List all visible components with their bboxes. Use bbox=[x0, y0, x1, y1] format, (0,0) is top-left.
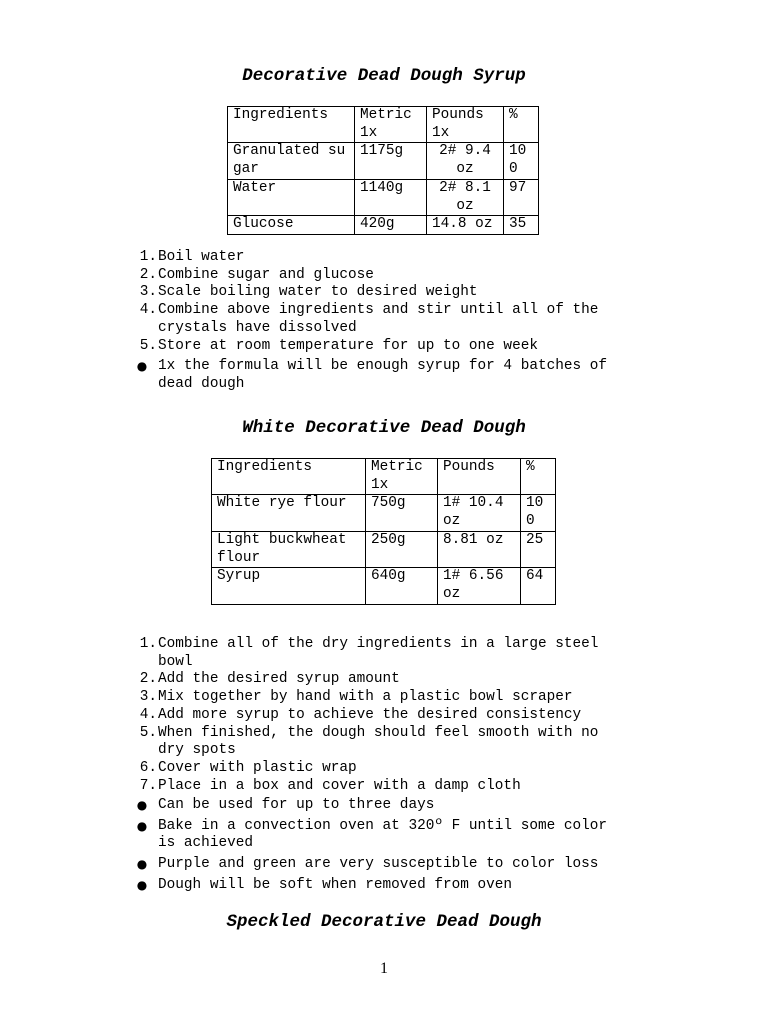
step-text: Add the desired syrup amount bbox=[158, 671, 400, 688]
step-text: Cover with plastic wrap bbox=[158, 759, 357, 776]
table-cell: Water bbox=[228, 179, 355, 215]
table-cell: 14.8 oz bbox=[427, 216, 504, 235]
table-cell: 1# 10.4 oz bbox=[438, 495, 521, 531]
speckled-dough-title: Speckled Decorative Dead Dough bbox=[226, 912, 542, 932]
table-cell: 640g bbox=[366, 568, 438, 604]
note-text: Dough will be soft when removed from oven bbox=[158, 876, 513, 893]
table-row bbox=[212, 495, 556, 531]
list-item bbox=[135, 778, 628, 796]
step-text: Place in a box and cover with a damp cloth bbox=[158, 777, 521, 794]
white-dough-ingredients-table bbox=[211, 458, 556, 605]
list-item bbox=[135, 302, 628, 337]
header-cell: % bbox=[504, 107, 539, 143]
step-number: 5 . bbox=[135, 338, 157, 356]
table-header-row bbox=[228, 107, 539, 143]
step-number: 4 . bbox=[135, 302, 157, 320]
step-text: Combine sugar and glucose bbox=[158, 266, 374, 283]
table-cell: 8.81 oz bbox=[438, 531, 521, 567]
bullet-icon: ● bbox=[136, 798, 148, 812]
list-item bbox=[135, 267, 628, 285]
step-text: Mix together by hand with a plastic bowl scraper bbox=[158, 689, 573, 706]
step-number: 7 . bbox=[135, 778, 157, 796]
note-text: 1x the formula will be enough syrup for 4 batches of dead dough bbox=[158, 358, 608, 392]
header-cell: Ingredients bbox=[212, 459, 366, 495]
table-row bbox=[228, 216, 539, 235]
step-number: 2 . bbox=[135, 671, 157, 689]
step-text: Combine all of the dry ingredients in a large steel bowl bbox=[158, 636, 599, 670]
table-row bbox=[212, 531, 556, 567]
table-cell: Granulated sugar bbox=[228, 143, 355, 179]
step-number: 6 . bbox=[135, 760, 157, 778]
table-cell: 250g bbox=[366, 531, 438, 567]
list-item bbox=[135, 671, 628, 689]
table-cell: 1# 6.56 oz bbox=[438, 568, 521, 604]
step-number: 1 . bbox=[135, 249, 157, 267]
table-cell: 750g bbox=[366, 495, 438, 531]
list-item bbox=[135, 707, 628, 725]
table-cell: Light buckwheat flour bbox=[212, 531, 366, 567]
white-dough-notes-list bbox=[135, 797, 628, 895]
bullet-icon: ● bbox=[136, 818, 148, 833]
step-number: 4 . bbox=[135, 707, 157, 725]
step-text: When finished, the dough should feel smooth with no dry spots bbox=[158, 724, 599, 759]
table-cell: 64 bbox=[521, 568, 556, 604]
table-row bbox=[228, 179, 539, 215]
white-dough-title: White Decorative Dead Dough bbox=[242, 418, 526, 438]
table-cell: 100 bbox=[521, 495, 556, 531]
bullet-icon: ● bbox=[136, 877, 148, 892]
table-cell: 2# 8.1 oz bbox=[427, 179, 504, 215]
list-item bbox=[135, 358, 628, 393]
table-cell: White rye flour bbox=[212, 495, 366, 531]
step-number: 3 . bbox=[135, 689, 157, 707]
note-text: Bake in a convection oven at 320º F until some color is achieved bbox=[158, 817, 608, 852]
table-header-row bbox=[212, 459, 556, 495]
step-number: 1 . bbox=[135, 636, 157, 654]
step-number: 2 . bbox=[135, 267, 157, 285]
list-item bbox=[135, 797, 628, 815]
syrup-steps-list bbox=[135, 249, 628, 355]
syrup-ingredients-table bbox=[227, 106, 539, 235]
table-cell: 1175g bbox=[355, 143, 427, 179]
bullet-icon: ● bbox=[136, 857, 148, 872]
header-cell: Pounds bbox=[438, 459, 521, 495]
step-number: 5 . bbox=[135, 725, 157, 743]
list-item bbox=[135, 760, 628, 778]
page-number: 1 bbox=[380, 960, 388, 977]
list-item bbox=[135, 284, 628, 302]
list-item bbox=[135, 877, 628, 895]
table-row bbox=[228, 143, 539, 179]
note-text: Can be used for up to three days bbox=[158, 797, 435, 813]
step-text: Boil water bbox=[158, 249, 245, 265]
table-cell: 100 bbox=[504, 143, 539, 179]
note-text: Purple and green are very susceptible to color loss bbox=[158, 856, 599, 873]
table-cell: 25 bbox=[521, 531, 556, 567]
step-text: Add more syrup to achieve the desired consistency bbox=[158, 706, 582, 723]
table-cell: 1140g bbox=[355, 179, 427, 215]
header-cell: Pounds 1x bbox=[427, 107, 504, 143]
step-number: 3 . bbox=[135, 284, 157, 302]
syrup-title: Decorative Dead Dough Syrup bbox=[242, 66, 526, 86]
list-item bbox=[135, 636, 628, 671]
table-cell: Glucose bbox=[228, 216, 355, 235]
white-dough-steps-list bbox=[135, 636, 628, 795]
list-item bbox=[135, 725, 628, 760]
table-row bbox=[212, 568, 556, 604]
table-cell: Syrup bbox=[212, 568, 366, 604]
step-text: Store at room temperature for up to one week bbox=[158, 337, 538, 354]
list-item bbox=[135, 818, 628, 853]
step-text: Combine above ingredients and stir until all of the crystals have dissolved bbox=[158, 302, 599, 336]
list-item bbox=[135, 689, 628, 707]
header-cell: Metric 1x bbox=[366, 459, 438, 495]
table-cell: 35 bbox=[504, 216, 539, 235]
step-text: Scale boiling water to desired weight bbox=[158, 284, 478, 301]
bullet-icon: ● bbox=[136, 359, 148, 373]
list-item bbox=[135, 338, 628, 356]
syrup-notes-list bbox=[135, 358, 628, 393]
header-cell: Ingredients bbox=[228, 107, 355, 143]
header-cell: Metric 1x bbox=[355, 107, 427, 143]
header-cell: % bbox=[521, 459, 556, 495]
table-cell: 420g bbox=[355, 216, 427, 235]
list-item bbox=[135, 249, 628, 267]
table-cell: 2# 9.4 oz bbox=[427, 143, 504, 179]
list-item bbox=[135, 856, 628, 874]
table-cell: 97 bbox=[504, 179, 539, 215]
